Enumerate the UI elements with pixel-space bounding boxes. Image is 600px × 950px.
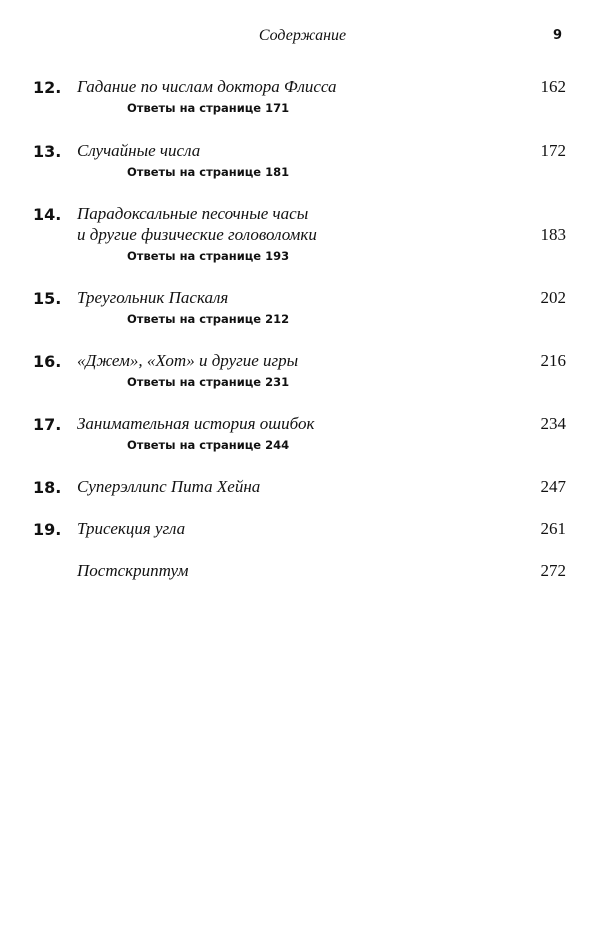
chapter-number: 15.: [33, 289, 62, 308]
chapter-title[interactable]: Занимательная история ошибок: [77, 414, 315, 433]
chapter-page: 172: [540, 141, 566, 160]
chapter-title[interactable]: Случайные числа: [77, 141, 201, 160]
answers-page: Ответы на странице 231: [127, 375, 290, 389]
chapter-title[interactable]: Постскриптум: [77, 561, 189, 580]
chapter-page: 216: [540, 351, 566, 370]
chapter-number: 17.: [33, 415, 62, 434]
chapter-title-line-1[interactable]: Парадоксальные песочные часы: [77, 204, 309, 223]
chapter-number: 19.: [33, 520, 62, 539]
chapter-title[interactable]: Трисекция угла: [77, 519, 186, 538]
header-title: Содержание: [258, 27, 347, 44]
chapter-title[interactable]: «Джем», «Хот» и другие игры: [77, 351, 299, 370]
chapter-title-line-2[interactable]: и другие физические головоломки: [77, 225, 317, 244]
chapter-page: 202: [540, 288, 566, 307]
chapter-page: 234: [540, 414, 566, 433]
chapter-number: 18.: [33, 478, 62, 497]
answers-page: Ответы на странице 244: [127, 438, 290, 452]
answers-page: Ответы на странице 212: [127, 312, 290, 326]
answers-page: Ответы на странице 193: [127, 249, 290, 263]
chapter-page: 183: [540, 225, 566, 244]
chapter-page: 162: [540, 77, 566, 96]
chapter-number: 13.: [33, 142, 62, 161]
chapter-title[interactable]: Гадание по числам доктора Флисса: [77, 77, 337, 96]
chapter-number: 14.: [33, 205, 62, 224]
chapter-page: 247: [540, 477, 566, 496]
chapter-title[interactable]: Треугольник Паскаля: [77, 288, 229, 307]
chapter-number: 16.: [33, 352, 62, 371]
chapter-page: 261: [540, 519, 566, 538]
chapter-number: 12.: [33, 78, 62, 97]
chapter-title[interactable]: Суперэллипс Пита Хейна: [77, 477, 261, 496]
answers-page: Ответы на странице 171: [127, 101, 290, 115]
header-page-number: 9: [552, 28, 562, 43]
chapter-page: 272: [540, 561, 566, 580]
answers-page: Ответы на странице 181: [127, 165, 290, 179]
